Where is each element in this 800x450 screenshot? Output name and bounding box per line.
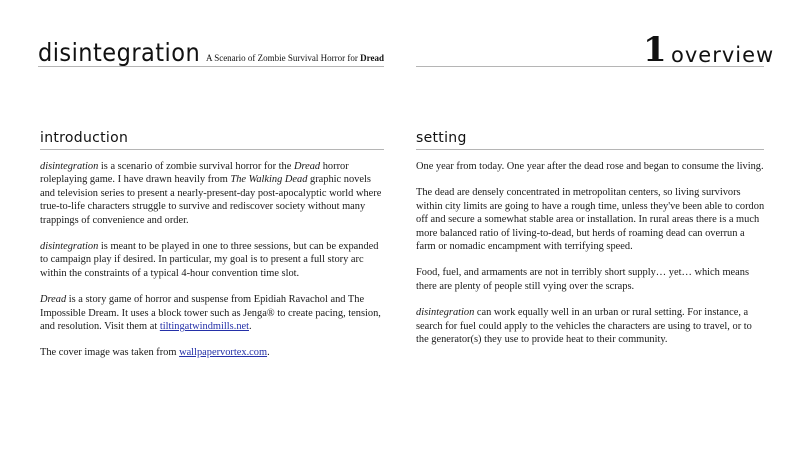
setting-divider bbox=[416, 149, 764, 150]
chapter-number: 1 bbox=[643, 30, 667, 70]
intro-p1-emphasis-3: The Walking Dead bbox=[230, 174, 308, 186]
intro-p4-text-2: . bbox=[267, 347, 270, 359]
setting-paragraph-2: The dead are densely concentrated in metropolitan centers, so living survivors within city limits are going to have a rough time, unless they've been able to cordon off and secure a somewhat stable area or installation. In rural areas there is a much more balanced ratio of living-to-dead, but herds of roaming dead can overrun a farm or nomadic encampment with terrifying speed. bbox=[416, 187, 765, 253]
intro-p2-emphasis: disintegration bbox=[40, 241, 99, 253]
setting-paragraph-4 bbox=[416, 306, 766, 346]
wallpapervortex-link[interactable]: wallpapervortex.com bbox=[179, 347, 268, 359]
tiltingatwindmills-link[interactable]: tiltingatwindmills.net bbox=[159, 321, 250, 333]
introduction-divider bbox=[40, 149, 384, 150]
intro-p1-emphasis-1: disintegration bbox=[40, 161, 99, 172]
header-divider bbox=[38, 66, 384, 67]
subtitle-game-name: Dread bbox=[360, 53, 384, 63]
intro-p3-text-2: . bbox=[249, 321, 252, 333]
setting-heading: setting bbox=[416, 130, 467, 146]
introduction-heading: introduction bbox=[40, 130, 129, 146]
setting-body bbox=[416, 160, 766, 359]
intro-p3-text-1: is a story game of horror and suspense from Epidiah Ravachol and The Impossible Dream. It uses a block tower such as Jenga® to create pacing, tension, and resolution. Visit them at bbox=[40, 294, 381, 333]
intro-paragraph-4 bbox=[40, 346, 385, 359]
right-page bbox=[400, 0, 800, 450]
document-subtitle bbox=[206, 53, 384, 63]
intro-p2-text: is meant to be played in one to three sessions, but can be expanded to campaign play if desired. In particular, my goal is to present a full story arc within the constraints of a typical 4-hour convention time slot. bbox=[40, 241, 379, 279]
intro-p1-text-1: is a scenario of zombie survival horror for the bbox=[98, 161, 294, 172]
intro-paragraph-2 bbox=[40, 240, 385, 280]
setting-paragraph-3: Food, fuel, and armaments are not in terribly short supply… yet… which means there are plenty of people still vying over the scraps. bbox=[416, 267, 750, 292]
chapter-divider bbox=[416, 66, 764, 67]
intro-paragraph-1 bbox=[40, 160, 385, 227]
introduction-body bbox=[40, 160, 385, 373]
subtitle-prefix: A Scenario of Zombie Survival Horror for bbox=[205, 53, 361, 63]
intro-paragraph-3 bbox=[40, 293, 385, 333]
setting-p4-text: can work equally well in an urban or rural setting. For instance, a search for fuel could apply to the vehicles the characters are using to travel, or to the generator(s) they use to provide heat to their community. bbox=[416, 307, 752, 346]
intro-p3-emphasis: Dread bbox=[40, 294, 67, 306]
chapter-title: overview bbox=[671, 43, 775, 67]
document-title: disintegration bbox=[38, 38, 201, 67]
setting-paragraph-1: One year from today. One year after the dead rose and began to consume the living. bbox=[416, 161, 764, 172]
intro-p4-text-1: The cover image was taken from bbox=[40, 347, 180, 359]
intro-p1-text-3: graphic novels and television series to present a nearly-present-day post-apocalyptic world where true-to-life characters struggle to survive and rediscover society without many trappings of convenience and order. bbox=[40, 174, 382, 226]
setting-p4-emphasis: disintegration bbox=[416, 307, 475, 319]
intro-p1-text-2: horror roleplaying game. I have drawn heavily from bbox=[40, 161, 349, 186]
intro-p1-emphasis-2: Dread bbox=[293, 161, 321, 172]
